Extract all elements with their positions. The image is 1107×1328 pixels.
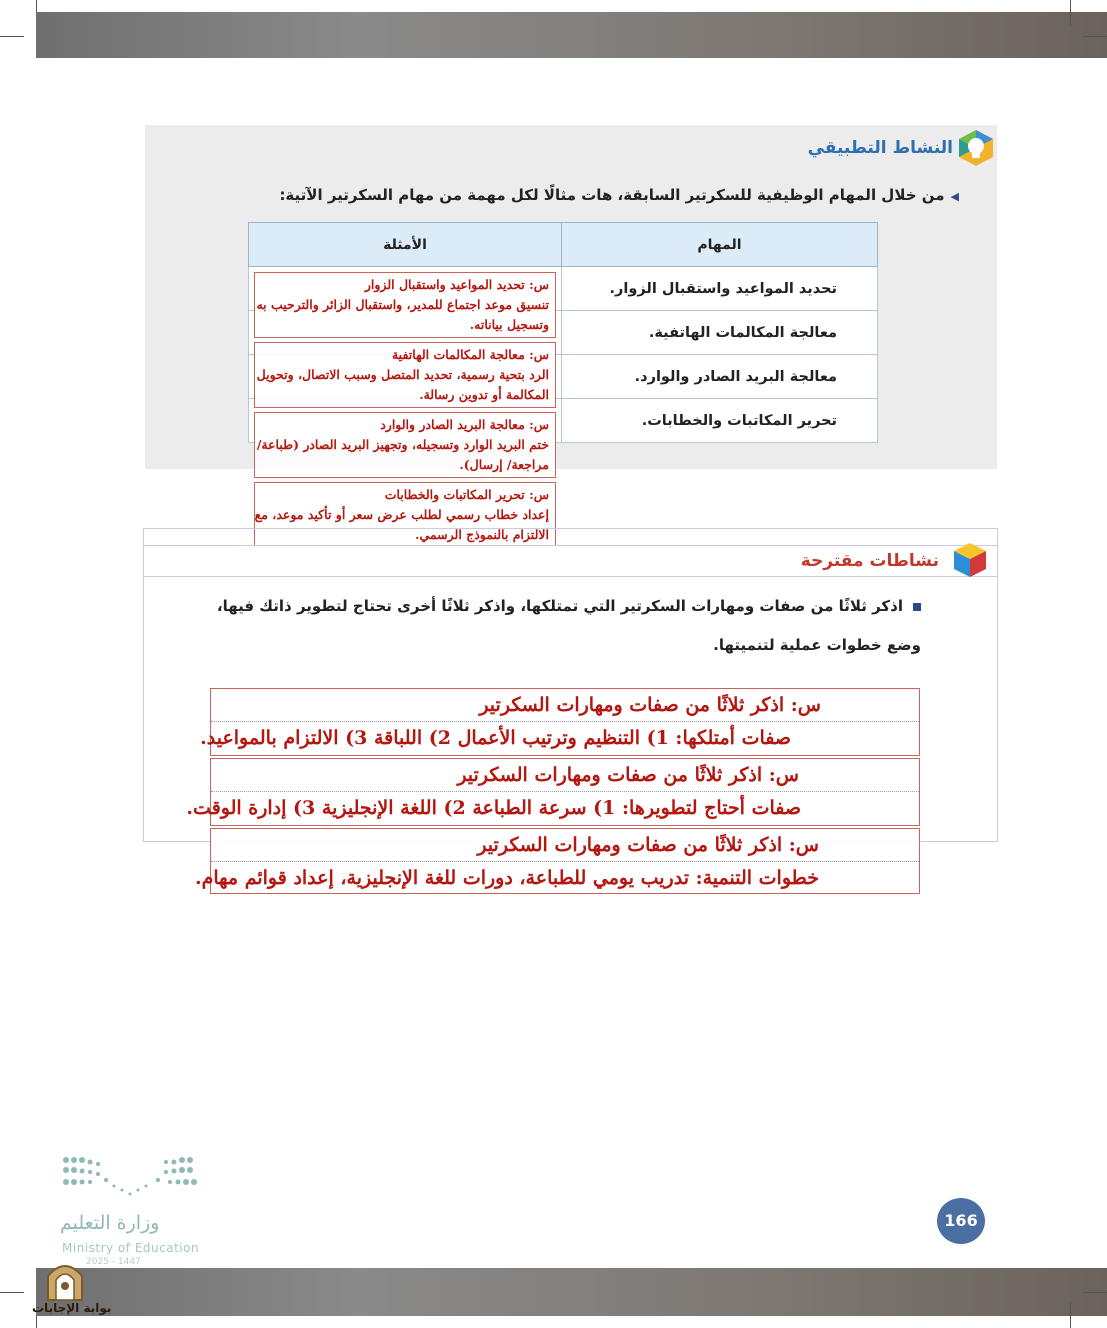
answer-question: س: اذكر ثلاثًا من صفات ومهارات السكرتير <box>211 829 919 862</box>
answer-question: س: اذكر ثلاثًا من صفات ومهارات السكرتير <box>211 689 919 722</box>
ministry-name-arabic: وزارة التعليم <box>60 1212 160 1234</box>
suggested-answer-box <box>186 758 920 826</box>
answer-text: الرد بتحية رسمية، تحديد المتصل وسبب الاتصال، وتحويل <box>256 367 549 382</box>
square-bullet-icon <box>913 603 921 611</box>
answer-text: تنسيق موعد اجتماع للمدير، واستقبال الزائر والترحيب به <box>256 297 549 312</box>
answer-text: مراجعة/ إرسال). <box>459 457 549 472</box>
task-cell: معالجة البريد الصادر والوارد. <box>562 355 878 399</box>
crop-mark <box>36 0 37 12</box>
crop-mark <box>0 1292 24 1293</box>
bottom-banner <box>36 1268 1107 1316</box>
instruction-text: من خلال المهام الوظيفية للسكرتير السابقة، هات مثالًا لكل مهمة من مهام السكرتير الآتية: <box>279 186 945 204</box>
ministry-name-english: Ministry of Education <box>62 1241 200 1255</box>
ministry-logo-dots-icon <box>62 1156 198 1202</box>
site-watermark: بوابة الإجابات <box>32 1301 112 1315</box>
lightbulb-hexagon-icon <box>956 128 996 168</box>
task-cell: معالجة المكالمات الهاتفية. <box>562 311 878 355</box>
crop-mark <box>0 36 24 37</box>
column-header-tasks: المهام <box>562 223 878 267</box>
crop-mark <box>1070 0 1071 26</box>
answer-text: إعداد خطاب رسمي لطلب عرض سعر أو تأكيد موعد، مع <box>254 507 549 522</box>
top-banner <box>36 12 1107 58</box>
answer-question: س: تحرير المكاتبات والخطابات <box>384 487 549 502</box>
answer-text: ختم البريد الوارد وتسجيله، وتجهيز البريد الصادر (طباعة/ <box>256 437 549 452</box>
answers-gate-logo-icon <box>42 1256 88 1302</box>
suggested-answer-box <box>195 828 920 894</box>
crop-mark <box>1070 1302 1071 1328</box>
answer-text: المكالمة أو تدوين رسالة. <box>419 387 549 402</box>
suggested-activities-title: نشاطات مقترحة <box>800 551 939 571</box>
crop-mark <box>1083 36 1107 37</box>
suggested-answer-box <box>200 688 920 756</box>
answer-text: صفات أمتلكها: 1) التنظيم وترتيب الأعمال 2) اللباقة 3) الالتزام بالمواعيد. <box>200 727 791 749</box>
edition-year: 2025 - 1447 <box>86 1257 141 1267</box>
example-answer-box <box>254 412 556 478</box>
crop-mark <box>1083 1292 1107 1293</box>
answer-question: س: اذكر ثلاثًا من صفات ومهارات السكرتير <box>211 759 919 792</box>
suggested-instruction-line <box>713 636 921 654</box>
suggested-instruction-text: وضع خطوات عملية لتنميتها. <box>713 636 921 654</box>
answer-text: خطوات التنمية: تدريب يومي للطباعة، دورات للغة الإنجليزية، إعداد قوائم مهام. <box>195 867 819 889</box>
answer-text: وتسجيل بياناته. <box>469 317 549 332</box>
task-cell: تحرير المكاتبات والخطابات. <box>562 399 878 443</box>
suggested-instruction-line <box>217 597 921 615</box>
answer-text: الالتزام بالنموذج الرسمي. <box>415 527 549 542</box>
answer-question: س: معالجة البريد الصادر والوارد <box>380 417 549 432</box>
column-header-examples: الأمثلة <box>249 223 562 267</box>
page-number-badge: 166 <box>937 1198 985 1244</box>
answer-question: س: معالجة المكالمات الهاتفية <box>391 347 549 362</box>
cube-icon <box>950 540 990 580</box>
crop-mark <box>36 1316 37 1328</box>
activity-instruction <box>279 186 959 204</box>
answer-text: صفات أحتاج لتطويرها: 1) سرعة الطباعة 2) اللغة الإنجليزية 3) إدارة الوقت. <box>186 797 801 819</box>
applied-activity-title: النشاط التطبيقي <box>807 138 953 158</box>
example-answer-box <box>254 272 556 338</box>
triangle-bullet-icon: ◀ <box>950 190 959 203</box>
answer-question: س: تحديد المواعيد واستقبال الزوار <box>364 277 549 292</box>
task-cell: تحديد المواعيد واستقبال الزوار. <box>562 267 878 311</box>
suggested-instruction-text: اذكر ثلاثًا من صفات ومهارات السكرتير التي تمتلكها، واذكر ثلاثًا أخرى تحتاج لتطوير ذاتك فيها، <box>216 597 903 615</box>
example-answer-box <box>254 342 556 408</box>
